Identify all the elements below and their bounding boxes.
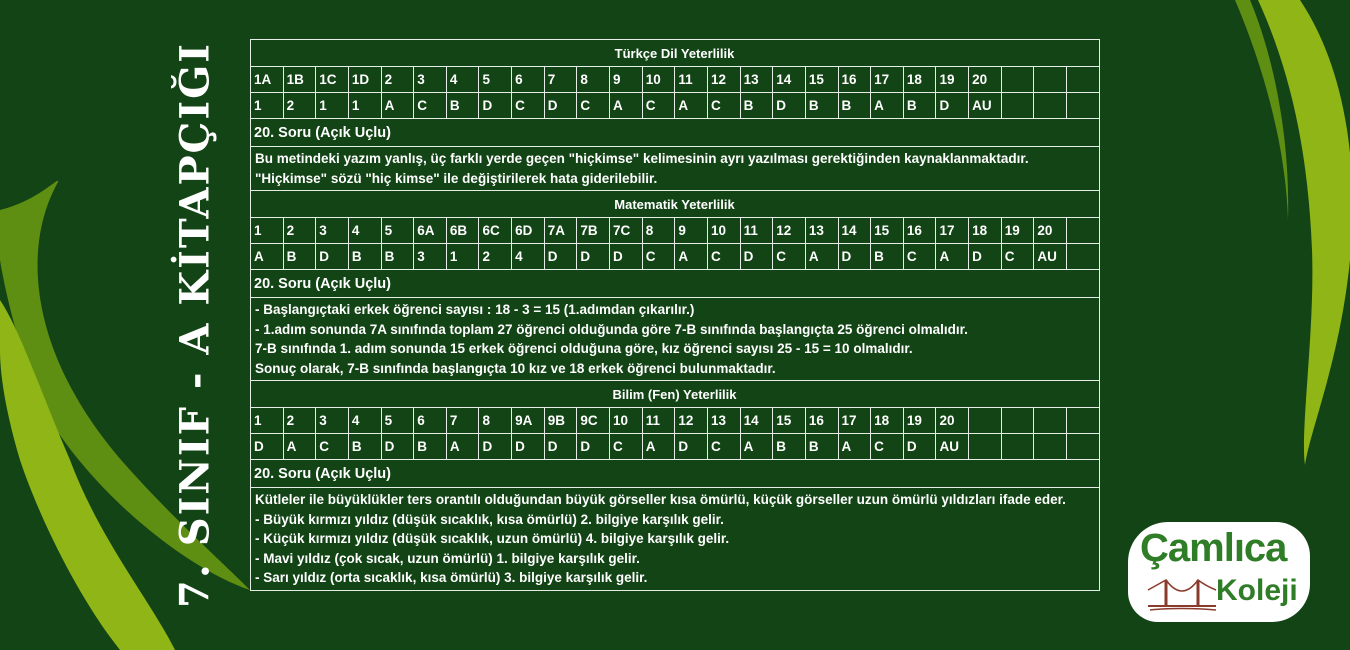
answer-text-line: 7-B sınıfında 1. adım sonunda 15 erkek öğrenci olduğuna göre, kız öğrenci sayısı 25 - 15 = 10 olmalıdır. [255,341,913,356]
question-number-cell: 2 [381,67,414,93]
answer-cell: B [805,93,838,119]
question-number-cell: 6A [414,218,447,244]
answer-cell: B [773,434,806,460]
answer-cell: A [381,93,414,119]
answer-cell: A [642,434,675,460]
question-number-cell: 18 [871,408,904,434]
section-header-row [251,381,1100,408]
answer-cell [969,434,1002,460]
answer-cell: C [707,244,740,270]
question-number-cell [1001,408,1034,434]
question-number-cell: 4 [348,218,381,244]
answer-cell: D [544,434,577,460]
answer-cell: AU [936,434,969,460]
question-number-cell [1001,67,1034,93]
question-number-cell [1034,67,1067,93]
answer-cell: C [903,244,936,270]
answer-text-line: - 1.adım sonunda 7A sınıfında toplam 27 öğrenci olduğunda göre 7-B sınıfında başlangıçta 25 öğrenci olmalıdır. [255,321,968,337]
question-number-cell: 4 [446,67,479,93]
question-number-cell: 11 [675,67,708,93]
question-number-cell: 1B [283,67,316,93]
question-number-cell: 14 [838,218,871,244]
question-number-cell: 6 [414,408,447,434]
answer-cell: C [642,93,675,119]
question-number-cell: 7B [577,218,610,244]
question-number-cell: 8 [479,408,512,434]
question-number-cell: 11 [740,218,773,244]
answer-cell: D [936,93,969,119]
answer-cell: D [251,434,284,460]
open-question-title: 20. Soru (Açık Uçlu) [251,460,1100,488]
question-number-cell: 17 [936,218,969,244]
answer-cell: D [610,244,643,270]
question-number-cell: 9A [512,408,545,434]
answer-cell: B [903,93,936,119]
answer-text-line: - Mavi yıldız (çok sıcak, uzun ömürlü) 1. bilgiye karşılık gelir. [255,550,640,566]
question-number-cell: 19 [936,67,969,93]
section-header-row [251,40,1100,67]
answer-cell: 1 [251,93,284,119]
answer-cell: D [316,244,349,270]
answer-text-line: - Küçük kırmızı yıldız (düşük sıcaklık, uzun ömürlü) 4. bilgiye karşılık gelir. [255,531,730,546]
logo-text-koleji: Koleji [1216,574,1298,607]
question-number-cell: 7 [544,67,577,93]
answer-cell: D [544,93,577,119]
answer-cell: A [675,93,708,119]
answer-cell [1034,434,1067,460]
answer-cell [1067,434,1100,460]
section-title: Türkçe Dil Yeterlilik [251,40,1100,67]
question-number-cell: 6 [512,67,545,93]
answer-text-line: Kütleler ile büyüklükler ters orantılı olduğundan büyük görseller kısa ömürlü, küçük görseller uzun ömürlü yıldızları ifade eder. [255,492,1066,507]
answer-text-line: Sonuç olarak, 7-B sınıfında başlangıçta 10 kız ve 18 erkek öğrenci bulunmaktadır. [255,360,776,376]
answer-cell: C [512,93,545,119]
question-number-cell: 3 [414,67,447,93]
answer-cell: D [577,244,610,270]
answer-cell: C [707,93,740,119]
question-number-cell [969,408,1002,434]
answer-cell: D [740,244,773,270]
answer-cell: D [479,434,512,460]
school-logo [1128,522,1310,622]
question-number-cell: 14 [773,67,806,93]
question-number-cell: 15 [805,67,838,93]
question-number-cell: 5 [479,67,512,93]
open-question-title-row [251,119,1100,147]
answer-cell: A [610,93,643,119]
question-number-cell [1034,408,1067,434]
answer-cell: C [707,434,740,460]
section-title: Bilim (Fen) Yeterlilik [251,381,1100,408]
question-number-cell: 1 [251,408,284,434]
question-number-cell: 12 [773,218,806,244]
answer-row [251,93,1100,119]
answer-cell: AU [1034,244,1067,270]
question-number-cell: 20 [1034,218,1067,244]
question-number-cell: 15 [773,408,806,434]
answer-cell: D [903,434,936,460]
answer-cell: D [577,434,610,460]
open-question-title-row [251,460,1100,488]
answer-cell: D [544,244,577,270]
answer-cell: B [871,244,904,270]
booklet-title: 7. SINIF - A KİTAPÇIĞI [171,42,219,608]
open-question-answer [251,147,1100,191]
answer-cell: C [577,93,610,119]
answer-cell: D [969,244,1002,270]
answer-cell: D [675,434,708,460]
section-title: Matematik Yeterlilik [251,191,1100,218]
answer-cell [1067,93,1100,119]
question-number-cell: 9B [544,408,577,434]
question-number-row [251,218,1100,244]
answer-cell: A [675,244,708,270]
question-number-cell: 9 [610,67,643,93]
answer-cell [1001,93,1034,119]
answer-text-line: "Hiçkimse" sözü "hiç kimse" ile değiştirilerek hata giderilebilir. [255,170,658,186]
question-number-cell: 16 [903,218,936,244]
answer-cell: D [838,244,871,270]
answer-cell: A [838,434,871,460]
answer-cell: 1 [348,93,381,119]
open-question-title: 20. Soru (Açık Uçlu) [251,119,1100,147]
question-number-cell: 7 [446,408,479,434]
question-number-cell: 9 [675,218,708,244]
question-number-cell: 11 [642,408,675,434]
question-number-cell: 4 [348,408,381,434]
answer-text-line: - Sarı yıldız (orta sıcaklık, kısa ömürlü) 3. bilgiye karşılık gelir. [255,570,648,585]
question-number-cell [1067,408,1100,434]
open-question-answer-row [251,488,1100,591]
question-number-cell: 13 [805,218,838,244]
answer-text-line: Bu metindeki yazım yanlış, üç farklı yerde geçen "hiçkimse" kelimesinin ayrı yazılması gerektiğinden kaynaklanmaktadır. [255,151,1029,166]
answer-cell: B [414,434,447,460]
answer-cell [1067,244,1100,270]
answer-cell: C [610,434,643,460]
logo-text-camlica: Çamlıca [1140,526,1287,570]
answer-cell [1001,434,1034,460]
answer-cell: B [446,93,479,119]
question-number-cell: 8 [577,67,610,93]
question-number-cell [1067,67,1100,93]
answer-cell: 2 [283,93,316,119]
question-number-cell: 3 [316,218,349,244]
question-number-cell: 5 [381,218,414,244]
question-number-cell: 7A [544,218,577,244]
question-number-cell: 18 [969,218,1002,244]
answer-cell: B [348,244,381,270]
question-number-cell: 20 [936,408,969,434]
answer-cell: B [838,93,871,119]
open-question-answer [251,298,1100,381]
answer-cell: B [740,93,773,119]
question-number-row [251,67,1100,93]
open-question-title-row [251,270,1100,298]
question-number-cell: 12 [707,67,740,93]
answer-cell: A [936,244,969,270]
answer-cell: D [773,93,806,119]
answer-cell: 3 [414,244,447,270]
question-number-cell: 6D [512,218,545,244]
answer-cell: 4 [512,244,545,270]
answer-cell: B [283,244,316,270]
question-number-cell: 14 [740,408,773,434]
answer-cell: C [414,93,447,119]
answer-cell: AU [969,93,1002,119]
answer-cell: C [642,244,675,270]
open-question-answer-row [251,147,1100,191]
question-number-cell: 1D [348,67,381,93]
question-number-cell: 13 [707,408,740,434]
answer-cell: A [805,244,838,270]
answer-cell: A [871,93,904,119]
question-number-cell: 5 [381,408,414,434]
answer-cell: B [805,434,838,460]
question-number-cell: 18 [903,67,936,93]
open-question-title: 20. Soru (Açık Uçlu) [251,270,1100,298]
section-header-row [251,191,1100,218]
answer-cell: 1 [446,244,479,270]
answer-cell: A [283,434,316,460]
question-number-cell: 17 [838,408,871,434]
question-number-cell: 17 [871,67,904,93]
answer-cell: 1 [316,93,349,119]
answer-cell: A [446,434,479,460]
question-number-cell: 1C [316,67,349,93]
bridge-icon [1146,576,1218,612]
question-number-cell: 7C [610,218,643,244]
answer-cell: B [348,434,381,460]
question-number-cell: 8 [642,218,675,244]
question-number-cell: 9C [577,408,610,434]
question-number-row [251,408,1100,434]
answer-cell [1034,93,1067,119]
answer-cell: D [381,434,414,460]
question-number-cell: 15 [871,218,904,244]
question-number-cell: 16 [838,67,871,93]
answer-text-line: - Başlangıçtaki erkek öğrenci sayısı : 18 - 3 = 15 (1.adımdan çıkarılır.) [255,302,695,317]
answer-row [251,244,1100,270]
question-number-cell: 16 [805,408,838,434]
question-number-cell: 1A [251,67,284,93]
answer-cell: C [871,434,904,460]
question-number-cell: 1 [251,218,284,244]
answer-cell: C [1001,244,1034,270]
question-number-cell: 2 [283,218,316,244]
answer-key-table [250,39,1100,591]
question-number-cell: 10 [707,218,740,244]
question-number-cell: 6C [479,218,512,244]
question-number-cell: 12 [675,408,708,434]
question-number-cell: 10 [610,408,643,434]
question-number-cell: 2 [283,408,316,434]
question-number-cell: 10 [642,67,675,93]
answer-cell: C [316,434,349,460]
open-question-answer [251,488,1100,591]
question-number-cell: 19 [1001,218,1034,244]
answer-cell: 2 [479,244,512,270]
answer-cell: D [479,93,512,119]
answer-cell: D [512,434,545,460]
question-number-cell: 3 [316,408,349,434]
question-number-cell: 20 [969,67,1002,93]
answer-cell: A [740,434,773,460]
answer-row [251,434,1100,460]
open-question-answer-row [251,298,1100,381]
question-number-cell: 19 [903,408,936,434]
answer-cell: B [381,244,414,270]
answer-text-line: - Büyük kırmızı yıldız (düşük sıcaklık, kısa ömürlü) 2. bilgiye karşılık gelir. [255,511,724,527]
question-number-cell [1067,218,1100,244]
question-number-cell: 13 [740,67,773,93]
answer-cell: C [773,244,806,270]
answer-cell: A [251,244,284,270]
question-number-cell: 6B [446,218,479,244]
